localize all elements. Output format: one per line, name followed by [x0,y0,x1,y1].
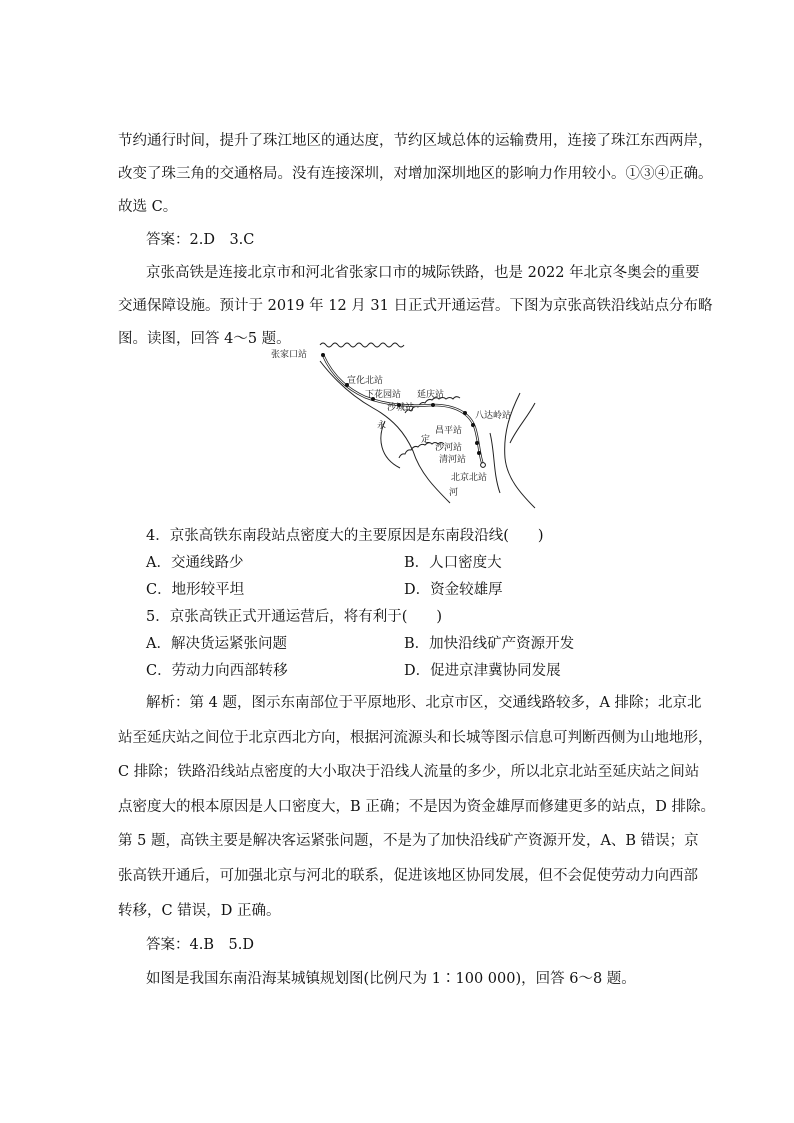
explanation-line: 站至延庆站之间位于北京西北方向，根据河流源头和长城等图示信息可判断西侧为山地地形， [118,730,713,746]
label-yanqing: 延庆站 [417,390,445,400]
label-qinghe: 清河站 [439,455,467,465]
label-badaling: 八达岭站 [475,411,512,421]
station-dot [477,451,481,455]
explanation-line: 解析：第 4 题，图示东南部位于平原地形、北京市区，交通线路较多，A 排除；北京北 [146,695,702,711]
station-dot [431,403,435,407]
label-shahe: 沙河站 [435,443,463,453]
label-river-ding: 定 [421,435,431,445]
q5-option-d: D．促进京津冀协同发展 [404,663,561,679]
great-wall-north [320,343,404,347]
q4-option-a: A．交通线路少 [146,555,244,571]
river-east-3 [490,433,500,493]
q4-option-b: B．人口密度大 [404,555,502,571]
station-dot [463,411,467,415]
next-intro-line: 如图是我国东南沿海某城镇规划图(比例尺为 1∶100 000)，回答 6～8 题。 [146,971,636,987]
text-line: 节约通行时间，提升了珠江地区的通达度，节约区域总体的运输费用，连接了珠江东西两岸， [118,133,713,149]
question-5: 5．京张高铁正式开通运营后，将有利于( ) [146,609,443,625]
explanation-line: 点密度大的根本原因是人口密度大，B 正确；不是因为资金雄厚而修建更多的站点，D 排除。 [118,799,715,815]
q4-option-d: D．资金较雄厚 [404,582,503,598]
q5-option-a: A．解决货运紧张问题 [146,636,287,652]
river-yongding [320,361,450,503]
station-dot [475,441,479,445]
station-dot-terminal [481,463,486,468]
text-line: 交通保障设施。预计于 2019 年 12 月 31 日正式开通运营。下图为京张高铁沿线站点分布略 [118,298,713,314]
q5-option-c: C．劳动力向西部转移 [146,663,288,679]
label-xiahuayuan: 下花园站 [365,390,402,400]
river-east-2 [510,403,535,443]
label-river-he: 河 [449,488,459,498]
station-dot [471,423,475,427]
q5-option-b: B．加快沿线矿产资源开发 [404,636,575,652]
text-line: 改变了珠三角的交通格局。没有连接深圳，对增加深圳地区的影响力作用较小。①③④正确。 [118,166,713,182]
explanation-line: C 排除；铁路沿线站点密度的大小取决于沿线人流量的多少，所以北京北站至延庆站之间站 [118,764,700,780]
answer-line: 答案：4.B 5.D [146,937,254,953]
label-changping: 昌平站 [435,426,463,436]
text-line: 故选 C。 [118,199,178,215]
explanation-line: 转移，C 错误，D 正确。 [118,903,281,919]
explanation-line: 第 5 题，高铁主要是解决客运紧张问题，不是为了加快沿线矿产资源开发，A、B 错误；京 [118,833,699,849]
label-xuanhua: 宣化北站 [347,376,384,386]
label-zhangjiakou: 张家口站 [271,350,308,360]
label-shacheng: 沙城站 [387,403,415,413]
station-dot [321,353,325,357]
question-4: 4．京张高铁东南段站点密度大的主要原因是东南段沿线( ) [146,528,544,544]
explanation-line: 张高铁开通后，可加强北京与河北的联系，促进该地区协同发展，但不会促使劳动力向西部 [118,868,698,884]
label-river-yong: 永 [377,421,387,431]
answer-line: 答案：2.D 3.C [146,232,255,248]
text-line: 图。读图，回答 4～5 题。 [118,331,291,347]
q4-option-c: C．地形较平坦 [146,582,245,598]
label-beijingbei: 北京北站 [451,473,488,483]
text-line: 京张高铁是连接北京市和河北省张家口市的城际铁路，也是 2022 年北京冬奥会的重要 [146,265,700,281]
railway-map [265,333,555,515]
